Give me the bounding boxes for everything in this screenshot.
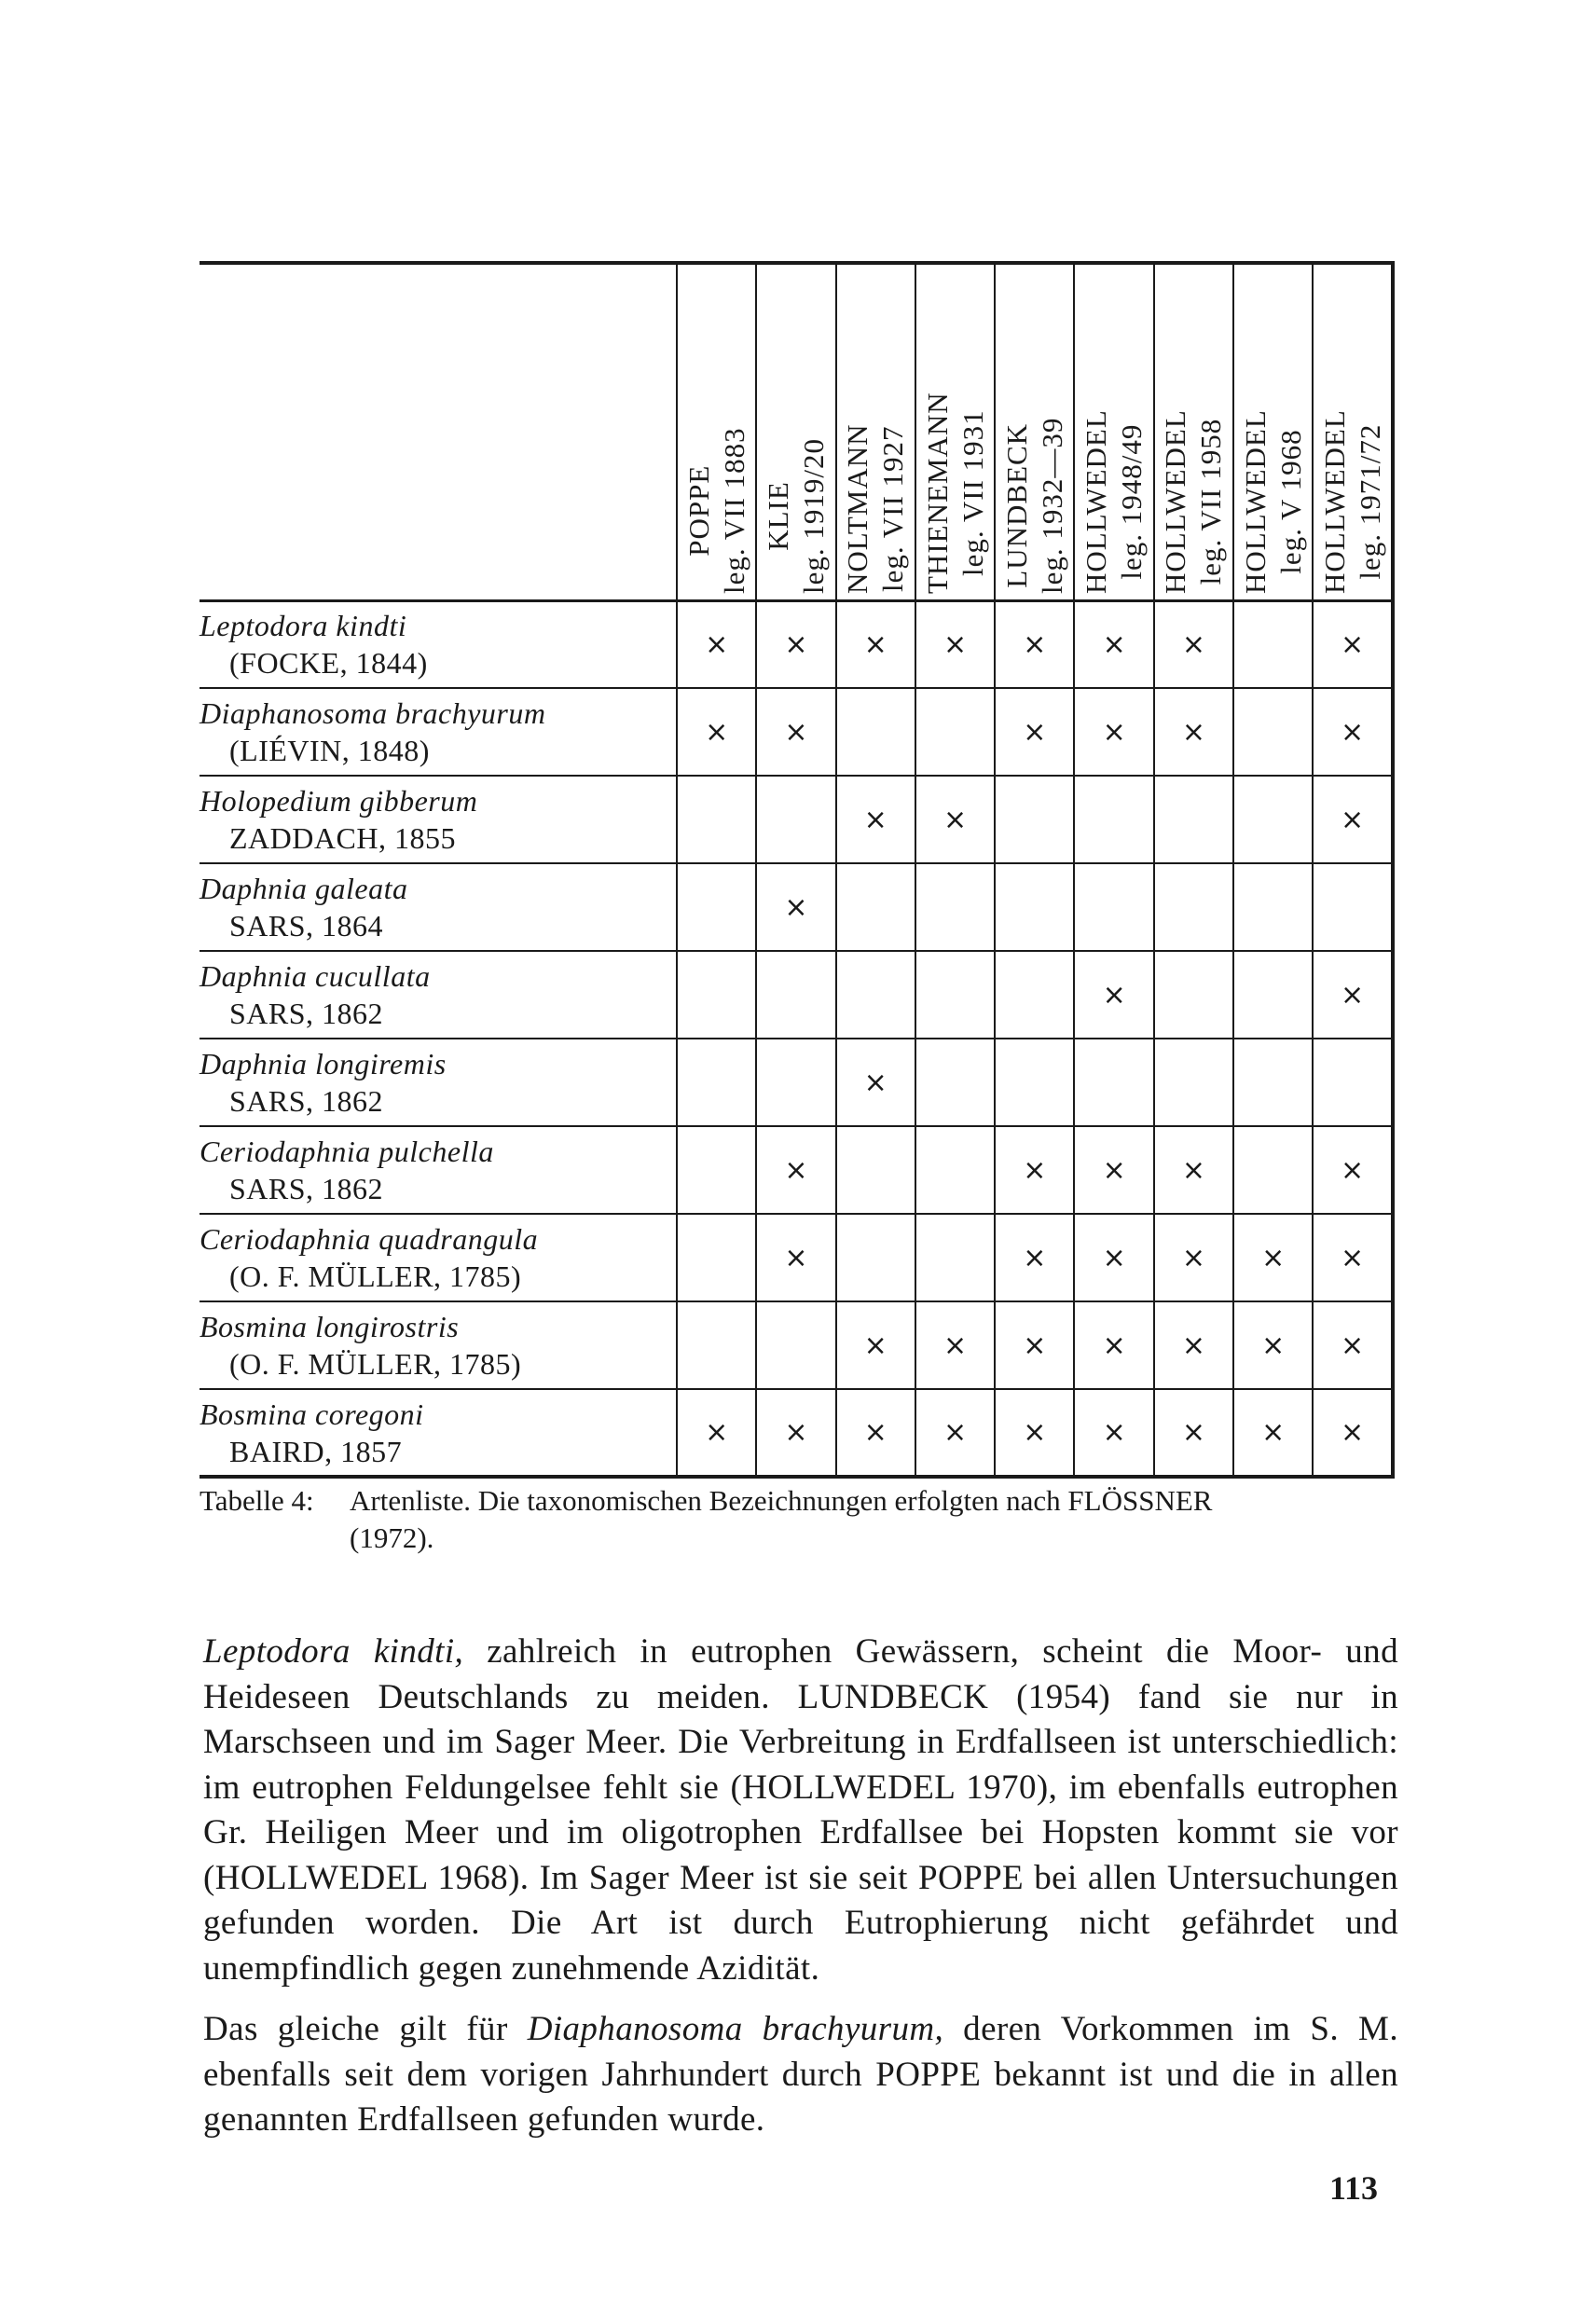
presence-mark: × [1023,627,1047,661]
collection-date: leg. VII 1958 [1194,418,1228,585]
presence-mark: × [942,1416,968,1449]
presence-mark: × [1340,627,1365,661]
occurrence-cell [836,688,915,776]
occurrence-cell [995,1301,1074,1389]
table-body [200,600,1393,1477]
occurrence-cell [1313,1039,1392,1126]
occurrence-cell [677,1126,756,1214]
occurrence-cell [915,951,995,1039]
species-cell [200,951,677,1039]
presence-mark: × [705,715,729,749]
occurrence-cell [677,600,756,688]
presence-mark: × [1261,1241,1286,1274]
species-author: ZADDACH, 1855 [229,821,456,855]
species-cell [200,1039,677,1126]
presence-mark: × [1340,1241,1365,1274]
occurrence-cell [677,1039,756,1126]
occurrence-cell [1233,1301,1313,1389]
occurrence-cell [836,1039,915,1126]
species-author: SARS, 1862 [229,1172,384,1205]
occurrence-cell [995,600,1074,688]
presence-mark: × [1340,978,1365,1012]
occurrence-cell [836,1301,915,1389]
presence-mark: × [1340,1416,1365,1449]
occurrence-cell [1233,1214,1313,1301]
occurrence-cell [1074,1039,1153,1126]
collection-date: leg. 1919/20 [796,437,830,594]
presence-mark: × [784,627,808,661]
occurrence-cell [995,1214,1074,1301]
collector-name: LUNDBECK [999,422,1033,588]
presence-mark: × [1023,715,1047,749]
presence-mark: × [942,1328,968,1362]
occurrence-cell [756,951,835,1039]
occurrence-cell [756,863,835,951]
collector-name: KLIE [761,480,794,551]
caption-label: Tabelle 4: [200,1484,314,1517]
occurrence-cell [915,688,995,776]
collector-name: NOLTMANN [841,422,874,594]
occurrence-cell [756,1039,835,1126]
occurrence-cell [756,1389,835,1477]
collection-date: leg. V 1968 [1273,428,1307,574]
presence-mark: × [1261,1416,1286,1449]
presence-mark: × [784,715,808,749]
species-cell [200,1214,677,1301]
presence-mark: × [784,1153,808,1187]
column-header-4 [915,263,995,600]
presence-mark: × [705,627,729,661]
presence-mark: × [1261,1328,1286,1362]
occurrence-cell [1154,1301,1233,1389]
presence-mark: × [1181,627,1205,661]
presence-mark: × [1102,627,1126,661]
table-header-row [200,263,1393,600]
paragraph-1-species: Leptodora kindti, [203,1632,464,1671]
collector-name: HOLLWEDEL [1159,408,1192,594]
presence-mark: × [784,890,808,924]
presence-mark: × [863,803,887,836]
presence-mark: × [863,1066,887,1099]
occurrence-cell [1313,1301,1392,1389]
species-name: Diaphanosoma brachyurum [200,696,546,730]
page-number: 113 [1329,2169,1379,2207]
occurrence-cell [677,1389,756,1477]
presence-mark: × [1102,1153,1126,1187]
occurrence-cell [756,600,835,688]
occurrence-cell [836,863,915,951]
occurrence-cell [836,1214,915,1301]
occurrence-cell [677,1214,756,1301]
occurrence-cell [1074,688,1153,776]
occurrence-cell [1233,600,1313,688]
column-header-2 [756,263,835,600]
table-row [200,863,1393,951]
occurrence-cell [836,600,915,688]
presence-mark: × [1181,1153,1205,1187]
occurrence-cell [836,1126,915,1214]
species-author: (O. F. MÜLLER, 1785) [229,1259,522,1293]
table-row [200,1389,1393,1477]
paragraph-2-species: Diaphanosoma brachyurum, [527,2010,944,2048]
occurrence-cell [1154,1389,1233,1477]
occurrence-cell [1074,1126,1153,1214]
occurrence-cell [995,688,1074,776]
occurrence-cell [677,951,756,1039]
occurrence-cell [915,1039,995,1126]
occurrence-cell [1313,688,1392,776]
species-author: SARS, 1862 [229,997,384,1030]
occurrence-cell [1233,1126,1313,1214]
paragraph-diaphanosoma [203,2007,1398,2143]
occurrence-cell [677,1301,756,1389]
table-row [200,600,1393,688]
collection-date: leg. VII 1883 [717,426,750,594]
presence-mark: × [1340,1328,1365,1362]
caption-line-1: Artenliste. Die taxonomischen Bezeichnungen erfolgten nach FLÖSSNER [350,1484,1213,1517]
presence-mark: × [1181,715,1205,749]
collection-date: leg. 1971/72 [1353,423,1386,580]
species-name: Daphnia longiremis [200,1047,447,1080]
occurrence-cell [1154,776,1233,863]
occurrence-cell [1154,1039,1233,1126]
presence-mark: × [1181,1241,1205,1274]
occurrence-cell [1313,1214,1392,1301]
table-corner-cell [200,263,677,600]
species-name: Daphnia galeata [200,872,408,905]
column-header-9 [1313,263,1392,600]
occurrence-cell [915,1389,995,1477]
occurrence-cell [1074,863,1153,951]
presence-mark: × [784,1241,808,1274]
column-header-3 [836,263,915,600]
occurrence-cell [915,1214,995,1301]
table-row [200,1039,1393,1126]
species-author: BAIRD, 1857 [229,1434,403,1468]
species-table [200,261,1395,1479]
occurrence-cell [1154,863,1233,951]
occurrence-cell [836,1389,915,1477]
occurrence-cell [756,1126,835,1214]
presence-mark: × [1340,1153,1365,1187]
occurrence-cell [995,1126,1074,1214]
occurrence-cell [1154,951,1233,1039]
species-name: Ceriodaphnia quadrangula [200,1222,539,1256]
collector-name: POPPE [681,464,715,557]
table-row [200,1126,1393,1214]
occurrence-cell [995,1039,1074,1126]
occurrence-cell [1074,1389,1153,1477]
presence-mark: × [1102,978,1126,1012]
occurrence-cell [677,776,756,863]
species-cell [200,1389,677,1477]
occurrence-cell [915,1301,995,1389]
presence-mark: × [1023,1328,1047,1362]
paragraph-1-text: zahlreich in eutrophen Gewässern, scheint die Moor- und Heideseen Deutschlands zu meiden. LUNDBECK (1954) fand sie nur in Marschseen und im Sager Meer. Die Verbreitung in Erdfallseen ist unterschiedlich: im eutrophen Feldungelsee fehlt sie (HOLLWEDEL 1970), im ebenfalls eutrophen Gr. Heiligen Meer und im oligotrophen Erdfallsee bei Hopsten kommt sie vor (HOLLWEDEL 1968). Im Sager Meer ist sie seit POPPE bei allen Untersuchungen gefunden worden. Die Art ist durch Eutrophierung nicht gefährdet und unempfindlich gegen zunehmende Azidität. [203,1632,1398,1988]
occurrence-cell [1154,1126,1233,1214]
species-author: SARS, 1862 [229,1084,384,1118]
column-header-6 [1074,263,1153,600]
presence-mark: × [1102,1328,1126,1362]
table-row [200,776,1393,863]
presence-mark: × [1102,1416,1126,1449]
presence-mark: × [1023,1153,1047,1187]
occurrence-cell [756,776,835,863]
occurrence-cell [915,600,995,688]
occurrence-cell [756,688,835,776]
species-name: Daphnia cucullata [200,959,431,993]
occurrence-cell [756,1301,835,1389]
presence-mark: × [705,1416,729,1449]
occurrence-cell [995,776,1074,863]
occurrence-cell [915,863,995,951]
occurrence-cell [1154,600,1233,688]
table-caption [200,1482,1411,1557]
occurrence-cell [677,863,756,951]
species-author: (O. F. MÜLLER, 1785) [229,1347,522,1381]
presence-mark: × [1181,1328,1205,1362]
species-cell [200,688,677,776]
occurrence-cell [1233,1389,1313,1477]
presence-mark: × [863,1416,887,1449]
occurrence-cell [1074,600,1153,688]
species-cell [200,863,677,951]
presence-mark: × [1023,1241,1047,1274]
occurrence-cell [677,688,756,776]
species-name: Holopedium gibberum [200,784,478,818]
occurrence-cell [1313,1389,1392,1477]
species-name: Bosmina coregoni [200,1397,424,1431]
occurrence-cell [1154,1214,1233,1301]
paragraph-2-after: deren Vorkommen im S. M. ebenfalls seit dem vorigen Jahrhundert durch POPPE bekannt ist und die in allen genannten Erdfallseen gefunden wurde. [203,2010,1398,2139]
occurrence-cell [1313,863,1392,951]
column-header-1 [677,263,756,600]
table-row [200,688,1393,776]
occurrence-cell [995,1389,1074,1477]
presence-mark: × [863,1328,887,1362]
occurrence-cell [1233,776,1313,863]
occurrence-cell [1074,951,1153,1039]
collector-name: HOLLWEDEL [1317,408,1351,594]
occurrence-cell [1074,776,1153,863]
paragraph-leptodora [203,1630,1398,1991]
presence-mark: × [1023,1416,1047,1449]
occurrence-cell [1313,951,1392,1039]
paragraph-2-before: Das gleiche gilt für [203,2010,528,2048]
collection-date: leg. 1948/49 [1115,423,1149,580]
column-header-5 [995,263,1074,600]
occurrence-cell [1233,863,1313,951]
presence-mark: × [942,803,968,836]
presence-mark: × [1181,1416,1205,1449]
species-author: (FOCKE, 1844) [229,646,428,681]
occurrence-cell [1233,951,1313,1039]
species-cell [200,600,677,688]
presence-mark: × [1340,803,1365,836]
occurrence-cell [836,776,915,863]
column-header-8 [1233,263,1313,600]
occurrence-cell [1233,1039,1313,1126]
occurrence-cell [1313,1126,1392,1214]
collector-name: HOLLWEDEL [1238,408,1272,594]
collection-date: leg. VII 1927 [876,424,910,592]
collector-name: THIENEMANN [920,391,954,594]
occurrence-cell [915,1126,995,1214]
occurrence-cell [756,1214,835,1301]
presence-mark: × [784,1416,808,1449]
occurrence-cell [1154,688,1233,776]
species-cell [200,1126,677,1214]
presence-mark: × [942,627,968,661]
occurrence-cell [1233,688,1313,776]
occurrence-cell [995,951,1074,1039]
table-row [200,1301,1393,1389]
collection-date: leg. 1932—39 [1035,417,1068,594]
species-name: Leptodora kindti [200,609,407,643]
collection-date: leg. VII 1931 [956,408,989,576]
collector-name: HOLLWEDEL [1080,408,1113,594]
species-author: (LIÉVIN, 1848) [229,734,430,767]
occurrence-cell [915,776,995,863]
caption-line-2: (1972). [350,1521,434,1554]
occurrence-cell [1313,776,1392,863]
species-author: SARS, 1864 [229,909,384,943]
occurrence-cell [1074,1214,1153,1301]
species-name: Ceriodaphnia pulchella [200,1135,494,1168]
presence-mark: × [1102,715,1126,749]
table-row [200,1214,1393,1301]
species-name: Bosmina longirostris [200,1310,460,1343]
presence-mark: × [1102,1241,1126,1274]
presence-mark: × [1340,715,1365,749]
species-cell [200,1301,677,1389]
occurrence-cell [1074,1301,1153,1389]
species-cell [200,776,677,863]
occurrence-cell [1313,600,1392,688]
occurrence-cell [995,863,1074,951]
occurrence-cell [836,951,915,1039]
column-header-7 [1154,263,1233,600]
presence-mark: × [863,627,887,661]
table-row [200,951,1393,1039]
